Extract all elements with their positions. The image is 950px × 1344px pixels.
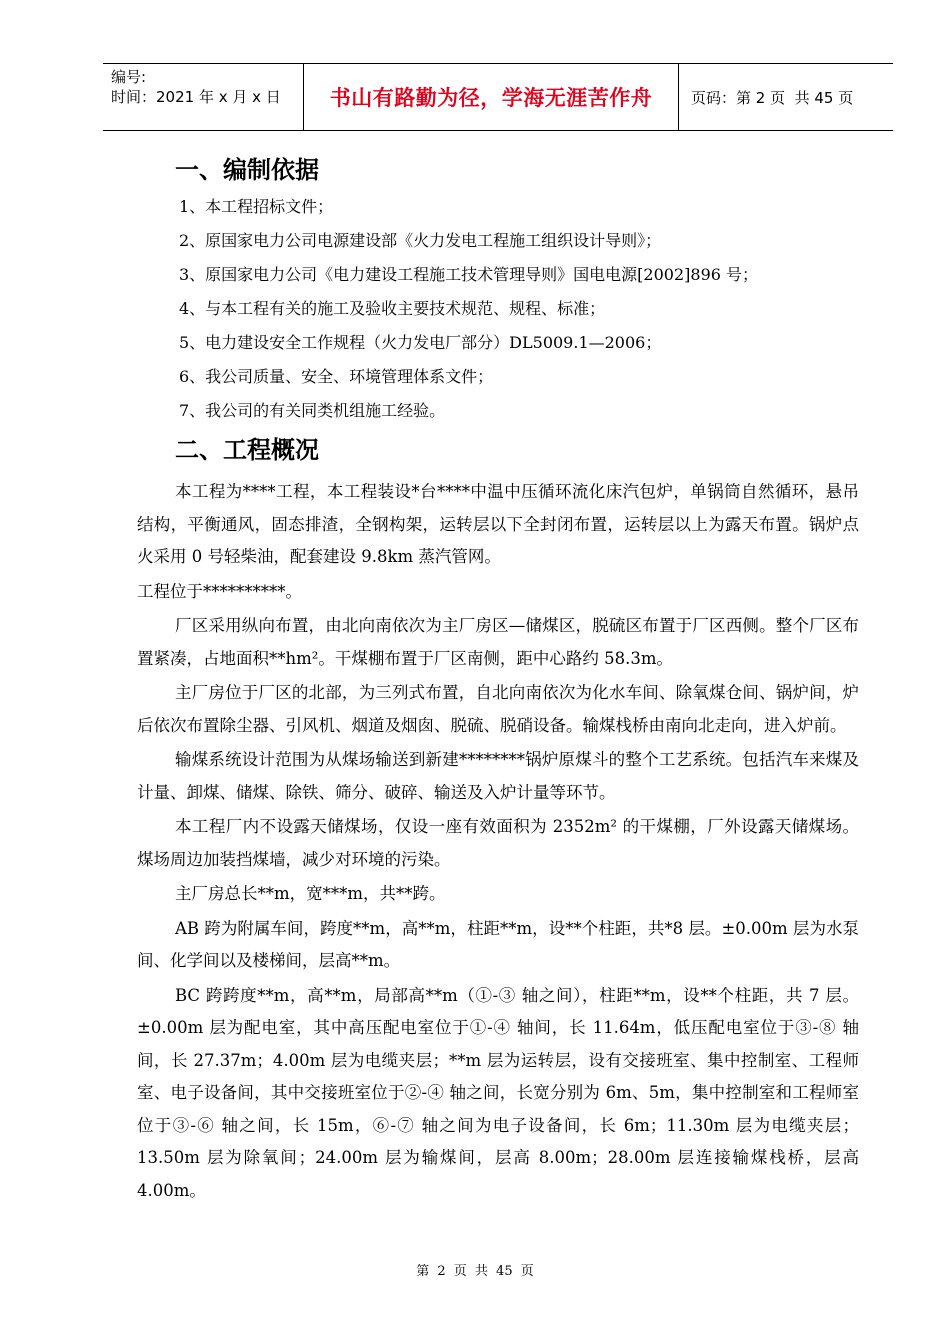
paragraph: AB 跨为附属车间，跨度**m，高**m，柱距**m，设**个柱距，共*8 层。±0.00m 层为水泵间、化学间以及楼梯间，层高**m。 <box>137 918 859 970</box>
section-title-basis: 一、编制依据 <box>175 156 319 184</box>
page-footer: 第 2 页 共 45 页 <box>416 1264 534 1279</box>
paragraph: 工程位于**********。 <box>137 581 302 601</box>
paragraph: BC 跨跨度**m，高**m，局部高**m（①-③ 轴之间），柱距**m，设**个柱距，共 7 层。±0.00m 层为配电室，其中高压配电室位于①-④ 轴间，长 11.64m，低压配电室位于③-⑧ 轴间，长 27.37m；4.00m 层为电缆夹层；**m 层为运转层，设有交接班室、集中控制室、工程师室、电子设备间，其中交接班室位于②-④ 轴之间，长宽分别为 6m、5m，集中控制室和工程师室位于③-⑥ 轴之间，长 15m，⑥-⑦ 轴之间为电子设备间，长 6m；11.30m 层为电缆夹层；13.50m 层为除氧间；24.00m 层为输煤间，层高 8.00m；28.00m 层连接输煤栈桥，层高 4.00m。 <box>137 985 859 1200</box>
header-motto: 书山有路勤为径，学海无涯苦作舟 <box>304 64 679 130</box>
paragraph: 本工程为****工程，本工程装设*台****中温中压循环流化床汽包炉，单锅筒自然循环，悬吊结构，平衡通风，固态排渣，全钢构架，运转层以下全封闭布置，运转层以上为露天布置。锅炉点火采用 0 号轻柴油，配套建设 9.8km 蒸汽管网。 <box>137 482 859 566</box>
paragraph: 厂区采用纵向布置，由北向南依次为主厂房区—储煤区，脱硫区布置于厂区西侧。整个厂区布置紧凑，占地面积**hm²。干煤棚布置于厂区南侧，距中心路约 58.3m。 <box>137 616 859 668</box>
document-number-label: 编号: <box>111 68 147 86</box>
basis-list <box>137 190 859 428</box>
paragraph: 本工程厂内不设露天储煤场，仅设一座有效面积为 2352m² 的干煤棚，厂外设露天储煤场。煤场周边加装挡煤墙，减少对环境的污染。 <box>137 817 859 869</box>
document-body <box>137 150 859 1209</box>
header-meta <box>103 64 304 130</box>
list-item: 5、电力建设安全工作规程（火力发电厂部分）DL5009.1—2006； <box>179 333 662 352</box>
list-item: 6、我公司质量、安全、环境管理体系文件； <box>179 367 494 386</box>
list-item: 1、本工程招标文件； <box>179 197 334 216</box>
list-item: 2、原国家电力公司电源建设部《火力发电工程施工组织设计导则》； <box>179 231 662 250</box>
paragraph: 主厂房位于厂区的北部，为三列式布置，自北向南依次为化水车间、除氧煤仓间、锅炉间，炉后依次布置除尘器、引风机、烟道及烟囱、脱硫、脱硝设备。输煤栈桥由南向北走向，进入炉前。 <box>137 683 859 735</box>
header-page-info <box>679 64 893 130</box>
list-item: 4、与本工程有关的施工及验收主要技术规范、规程、标准； <box>179 299 606 318</box>
document-time-label: 时间：2021 年 x 月 x 日 <box>111 88 281 106</box>
section-title-overview: 二、工程概况 <box>175 436 319 464</box>
page-header <box>103 63 893 131</box>
header-page-text: 页码：第 2 页 共 45 页 <box>691 88 854 107</box>
list-item: 7、我公司的有关同类机组施工经验。 <box>179 401 446 420</box>
overview-text <box>137 476 859 1207</box>
list-item: 3、原国家电力公司《电力建设工程施工技术管理导则》国电电源[2002]896 号； <box>179 265 759 284</box>
paragraph: 主厂房总长**m，宽***m，共**跨。 <box>175 884 446 903</box>
paragraph: 输煤系统设计范围为从煤场输送到新建********锅炉原煤斗的整个工艺系统。包括汽车来煤及计量、卸煤、储煤、除铁、筛分、破碎、输送及入炉计量等环节。 <box>137 750 859 802</box>
